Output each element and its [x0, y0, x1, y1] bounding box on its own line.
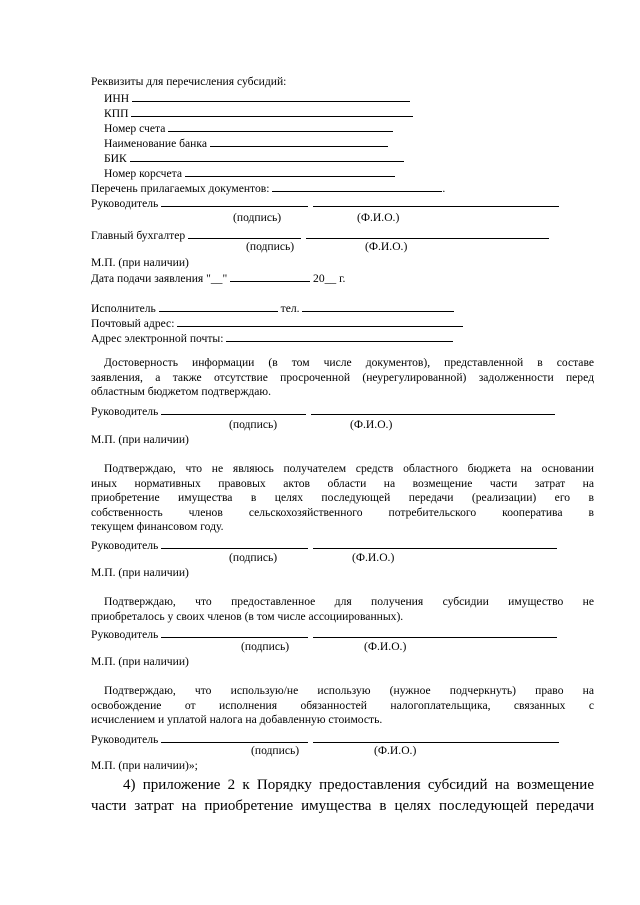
confirmation-paragraph-1 — [91, 356, 594, 400]
fio-caption: (Ф.И.О.) — [350, 418, 393, 431]
head-fio-field-b[interactable] — [539, 731, 559, 743]
signature-caption: (подпись) — [246, 240, 295, 253]
email-label: Адрес электронной почты: — [91, 332, 224, 345]
head-signature-field-b[interactable] — [211, 403, 306, 415]
fio-caption: (Ф.И.О.) — [364, 640, 407, 653]
requisites-heading: Реквизиты для перечисления субсидий: — [91, 75, 287, 88]
paragraph-line: Подтверждаю, что не являюсь получателем средств областного бюджета на основании — [104, 462, 594, 475]
email-field-a[interactable] — [226, 330, 268, 342]
stamp-line: М.П. (при наличии) — [91, 256, 189, 269]
head-label: Руководитель — [91, 197, 159, 210]
postal-field[interactable] — [177, 315, 463, 327]
bank-label: Наименование банка — [104, 137, 207, 150]
accountant-label: Главный бухгалтер — [91, 229, 186, 242]
corr-field[interactable] — [185, 165, 395, 177]
inn-label: ИНН — [104, 92, 130, 105]
account-field[interactable] — [168, 120, 393, 132]
paragraph-line: заявления, а также отсутствие просроченной (неурегулированной) задолженности перед — [91, 370, 594, 384]
bik-field[interactable] — [130, 150, 404, 162]
kpp-label: КПП — [104, 107, 129, 120]
fio-caption: (Ф.И.О.) — [357, 211, 400, 224]
confirmation-paragraph-4 — [91, 684, 594, 728]
stamp-line: М.П. (при наличии) — [91, 566, 189, 579]
head-fio-field[interactable] — [313, 537, 557, 549]
bik-label: БИК — [104, 152, 127, 165]
date-label: Дата подачи заявления "__" — [91, 272, 228, 285]
email-field-b[interactable] — [268, 330, 453, 342]
fio-caption: (Ф.И.О.) — [365, 240, 408, 253]
accountant-fio-field[interactable] — [306, 227, 549, 239]
fio-caption: (Ф.И.О.) — [352, 551, 395, 564]
paragraph-line: освобождение от исполнения обязанностей налогоплательщика, связанных с — [91, 698, 594, 712]
confirmation-paragraph-2 — [91, 462, 594, 535]
head-fio-field-a[interactable] — [313, 731, 539, 743]
executor-field[interactable] — [159, 300, 278, 312]
accountant-row — [91, 227, 549, 244]
signature-caption: (подпись) — [251, 744, 300, 757]
signature-caption: (подпись) — [241, 640, 290, 653]
kpp-field[interactable] — [131, 105, 413, 117]
signature-caption: (подпись) — [229, 551, 278, 564]
head-signature-field[interactable] — [161, 626, 308, 638]
paragraph-line: Подтверждаю, что использую/не использую (нужное подчеркнуть) право на — [104, 684, 594, 697]
bank-field-a[interactable] — [210, 135, 246, 147]
head-signature-field[interactable] — [161, 731, 308, 743]
head-signature-field[interactable] — [161, 537, 308, 549]
head-label: Руководитель — [91, 628, 159, 641]
date-year: 20__ г. — [313, 272, 346, 285]
stamp-line: М.П. (при наличии) — [91, 655, 189, 668]
head-label: Руководитель — [91, 733, 159, 746]
head-signature-field-a[interactable] — [161, 403, 211, 415]
executor-label: Исполнитель — [91, 302, 156, 315]
documents-label: Перечень прилагаемых документов: — [91, 182, 270, 195]
date-row — [91, 270, 345, 287]
bank-field-b[interactable] — [246, 135, 388, 147]
phone-label: тел. — [280, 302, 300, 315]
appendix-line: части затрат на приобретение имущества в целях последующей передачи — [91, 798, 594, 814]
head-row-5 — [91, 731, 559, 748]
paragraph-line: приобретение имущества в целях последующей передачи (реализации) его в — [91, 491, 594, 505]
paragraph-line: собственность членов сельскохозяйственного потребительского кооператива в — [91, 505, 594, 519]
appendix-paragraph — [91, 775, 594, 817]
inn-field[interactable] — [132, 90, 410, 102]
paragraph-line: иных нормативных правовых актов области на возмещение части затрат на — [91, 476, 594, 490]
paragraph-line: исчислением и уплатой налога на добавленную стоимость. — [91, 713, 383, 727]
documents-period: . — [442, 182, 446, 195]
accountant-signature-field[interactable] — [188, 227, 301, 239]
head-fio-field[interactable] — [313, 626, 557, 638]
head-fio-field[interactable] — [313, 195, 559, 207]
signature-caption: (подпись) — [233, 211, 282, 224]
appendix-line: 4) приложение 2 к Порядку предоставления субсидий на возмещение — [123, 777, 594, 793]
documents-field[interactable] — [272, 180, 442, 192]
head-row-4 — [91, 626, 557, 643]
email-row — [91, 330, 453, 347]
account-label: Номер счета — [104, 122, 166, 135]
stamp-line: М.П. (при наличии) — [91, 433, 189, 446]
head-row-3 — [91, 537, 557, 554]
paragraph-line: областным бюджетом подтверждаю. — [91, 385, 271, 399]
postal-label: Почтовый адрес: — [91, 317, 175, 330]
head-label: Руководитель — [91, 405, 159, 418]
paragraph-line: Подтверждаю, что предоставленное для получения субсидии имущество не — [104, 595, 594, 608]
fio-caption: (Ф.И.О.) — [374, 744, 417, 757]
signature-caption: (подпись) — [229, 418, 278, 431]
paragraph-line: текущем финансовом году. — [91, 520, 224, 534]
paragraph-line: Достоверность информации (в том числе документов), представленной в составе — [104, 356, 594, 369]
head-signature-field[interactable] — [161, 195, 308, 207]
date-month-field[interactable] — [230, 270, 310, 282]
paragraph-line: приобреталось у своих членов (в том числе ассоциированных). — [91, 609, 404, 623]
confirmation-paragraph-3 — [91, 595, 594, 624]
head-row-1 — [91, 195, 559, 212]
corr-label: Номер корсчета — [104, 167, 183, 180]
stamp-line-end: М.П. (при наличии)»; — [91, 759, 198, 772]
head-fio-field[interactable] — [311, 403, 555, 415]
head-row-2 — [91, 403, 555, 420]
head-label: Руководитель — [91, 539, 159, 552]
phone-field[interactable] — [302, 300, 454, 312]
